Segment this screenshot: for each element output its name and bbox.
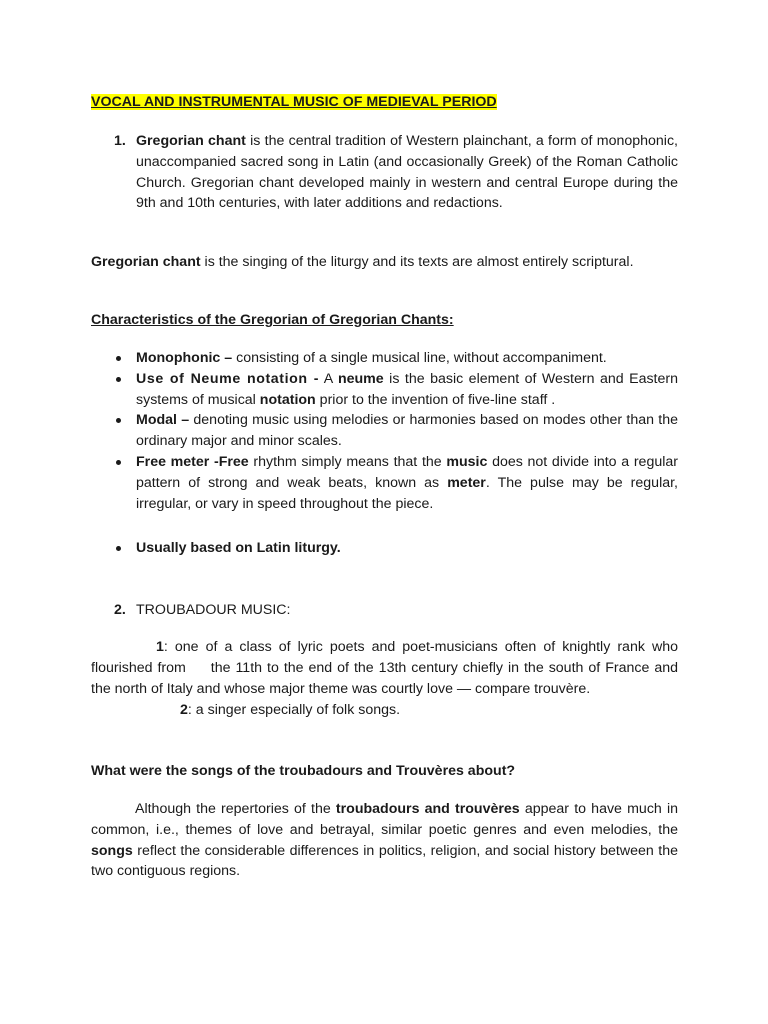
- item-gregorian-chant: [114, 131, 678, 214]
- definition-2-number: 2: [180, 702, 188, 718]
- item-number-2: 2.: [114, 602, 126, 618]
- liturgy-text: is the singing of the liturgy and its texts are almost entirely scriptural.: [200, 254, 634, 270]
- final-paragraph: [91, 799, 678, 882]
- term-free-meter: Free meter -Free: [136, 453, 249, 470]
- term-latin-liturgy: Usually based on Latin liturgy.: [136, 540, 341, 556]
- term-notation: notation: [259, 391, 316, 408]
- page-title-text: VOCAL AND INSTRUMENTAL MUSIC OF MEDIEVAL PERIOD: [91, 94, 497, 110]
- term-gregorian-chant-2: Gregorian chant: [91, 254, 201, 270]
- item-text: [136, 131, 678, 214]
- definition-1-text: : one of a class of lyric poets and poet-musicians often of knightly rank who flourished from the 11th to the end of the 13th century chiefly in the south of France and the north of Italy and whose major theme was courtly love — compare trouvère.: [91, 639, 678, 697]
- definition-1-number: 1: [156, 639, 164, 655]
- characteristics-heading: Characteristics of the Gregorian of Gregorian Chants:: [91, 312, 454, 328]
- list-item-free-meter: [114, 452, 678, 514]
- term-neume-notation: Use of Neume notation -: [136, 370, 320, 387]
- final-text-1: Although the repertories of the: [135, 801, 336, 817]
- term-troubadours-trouveres: troubadours and trouvères: [335, 801, 520, 817]
- troubadour-heading: TROUBADOUR MUSIC:: [136, 602, 291, 618]
- list-item-modal: [114, 410, 678, 452]
- definition-2: [180, 700, 678, 721]
- term-modal: Modal –: [136, 412, 190, 429]
- gregorian-chant-description: is the central tradition of Western plainchant, a form of monophonic, unaccompanied sacred song in Latin (and occasionally Greek) of the Roman Catholic Church. Gregorian chant developed mainly in western and central Europe during the 9th and 10th centuries, with later additions and redactions.: [136, 133, 678, 212]
- item-number: 1.: [114, 133, 126, 149]
- modal-text: denoting music using melodies or harmonies based on modes other than the ordinary major and minor scales.: [136, 412, 678, 450]
- list-item-neume: [114, 369, 678, 411]
- characteristics-list: [114, 348, 678, 514]
- final-text-3: reflect the considerable differences in politics, religion, and social history between the two contiguous regions.: [91, 842, 678, 880]
- liturgy-paragraph: [91, 252, 678, 273]
- free-meter-text-1: rhythm simply means that the: [248, 453, 447, 470]
- definition-2-text: : a singer especially of folk songs.: [187, 702, 401, 718]
- page-title: [91, 93, 497, 111]
- term-neume: neume: [337, 370, 384, 387]
- item-troubadour-music: [114, 600, 678, 621]
- neume-text-1: A: [319, 370, 338, 387]
- free-meter-text-2: does not divide into a regular pattern of strong and weak beats, known as: [136, 453, 678, 491]
- term-songs: songs: [91, 842, 133, 859]
- list-item-monophonic: [114, 348, 678, 369]
- term-gregorian-chant: Gregorian chant: [136, 133, 246, 149]
- characteristics-list-2: [114, 538, 678, 559]
- definition-1: [91, 637, 678, 699]
- question-heading: What were the songs of the troubadours and Trouvères about?: [91, 763, 516, 779]
- neume-text-2: is the basic element of Western and Eastern systems of musical: [136, 370, 679, 408]
- final-text-2: appear to have much in common, i.e., themes of love and betrayal, similar poetic genres and even melodies, the: [91, 801, 679, 838]
- term-monophonic: Monophonic –: [136, 350, 233, 366]
- monophonic-text: consisting of a single musical line, without accompaniment.: [232, 350, 607, 366]
- term-music: music: [446, 453, 488, 470]
- neume-text-3: prior to the invention of five-line staff .: [315, 391, 556, 408]
- free-meter-text-3: . The pulse may be regular, irregular, or vary in speed throughout the piece.: [136, 474, 678, 512]
- list-item-latin: [114, 538, 678, 559]
- term-meter: meter: [447, 474, 486, 491]
